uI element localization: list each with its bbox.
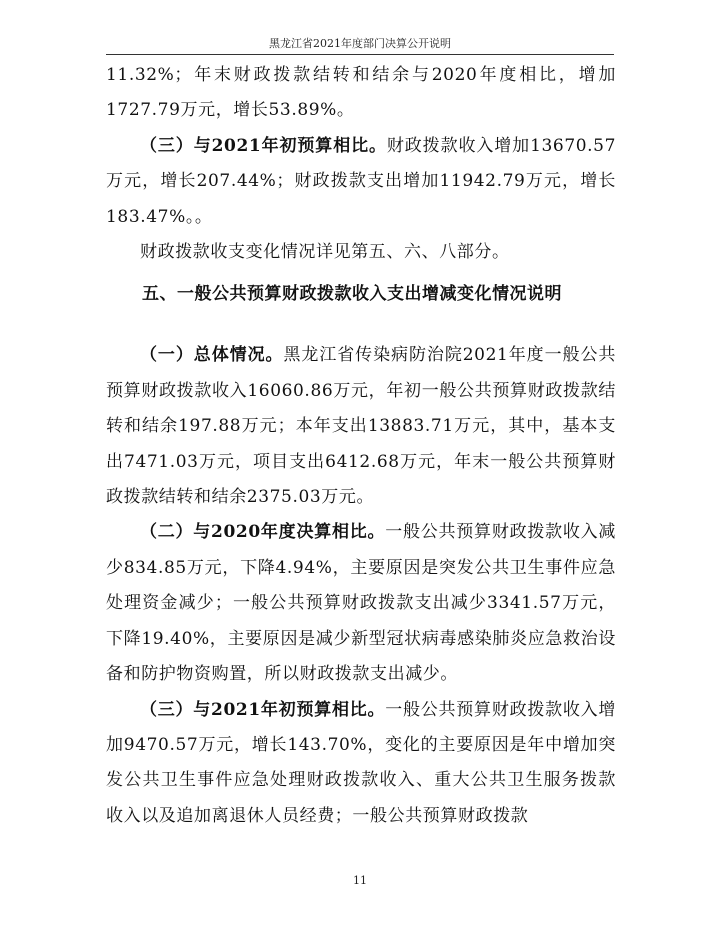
paragraph-text: 财政拨款收入增加13670.57万元，增长207.44%；财政拨款支出增加11942.79万元，增长183.47%。。 bbox=[106, 135, 616, 227]
paragraph-text: 一般公共预算财政拨款收入增加9470.57万元，增长143.70%，变化的主要原因是年中增加突发公共卫生事件应急处理财政拨款收入、重大公共卫生服务拨款收入以及追加离退休人员经费；一般公共预算财政拨款 bbox=[106, 699, 616, 826]
paragraph-lead: （三）与2021年初预算相比。 bbox=[140, 135, 387, 156]
paragraph-lead: （二）与2020年度决算相比。 bbox=[140, 522, 386, 543]
paragraph-budget-comparison bbox=[106, 129, 616, 235]
section-heading: 五、一般公共预算财政拨款收入支出增减变化情况说明 bbox=[142, 284, 562, 305]
paragraph-reference bbox=[106, 235, 616, 270]
paragraph-lead: （一）总体情况。 bbox=[140, 345, 284, 366]
paragraph-text: 财政拨款收支变化情况详见第五、六、八部分。 bbox=[140, 242, 510, 263]
page-header bbox=[106, 34, 614, 55]
page-number: 11 bbox=[353, 874, 367, 887]
paragraph-vs-2020 bbox=[106, 515, 616, 692]
header-title: 黑龙江省2021年度部门决算公开说明 bbox=[269, 37, 451, 50]
paragraph-continued bbox=[106, 58, 616, 129]
document-body bbox=[106, 58, 616, 834]
paragraph-text: 11.32%；年末财政拨款结转和结余与2020年度相比，增加1727.79万元，增长53.89%。 bbox=[106, 65, 616, 121]
paragraph-text: 一般公共预算财政拨款收入减少834.85万元，下降4.94%，主要原因是突发公共卫生事件应急处理资金减少；一般公共预算财政拨款支出减少3341.57万元，下降19.40%，主要原因是减少新型冠状病毒感染肺炎应急救治设备和防护物资购置，所以财政拨款支出减少。 bbox=[106, 522, 616, 685]
paragraph-vs-2021-budget bbox=[106, 693, 616, 835]
paragraph-overall bbox=[106, 338, 616, 515]
paragraph-text: 黑龙江省传染病防治院2021年度一般公共预算财政拨款收入16060.86万元，年初一般公共预算财政拨款结转和结余197.88万元；本年支出13883.71万元，其中，基本支出7471.03万元，项目支出6412.68万元，年末一般公共预算财政拨款结转和结余2375.03万元。 bbox=[106, 345, 616, 508]
paragraph-lead: （三）与2021年初预算相比。 bbox=[140, 699, 386, 720]
